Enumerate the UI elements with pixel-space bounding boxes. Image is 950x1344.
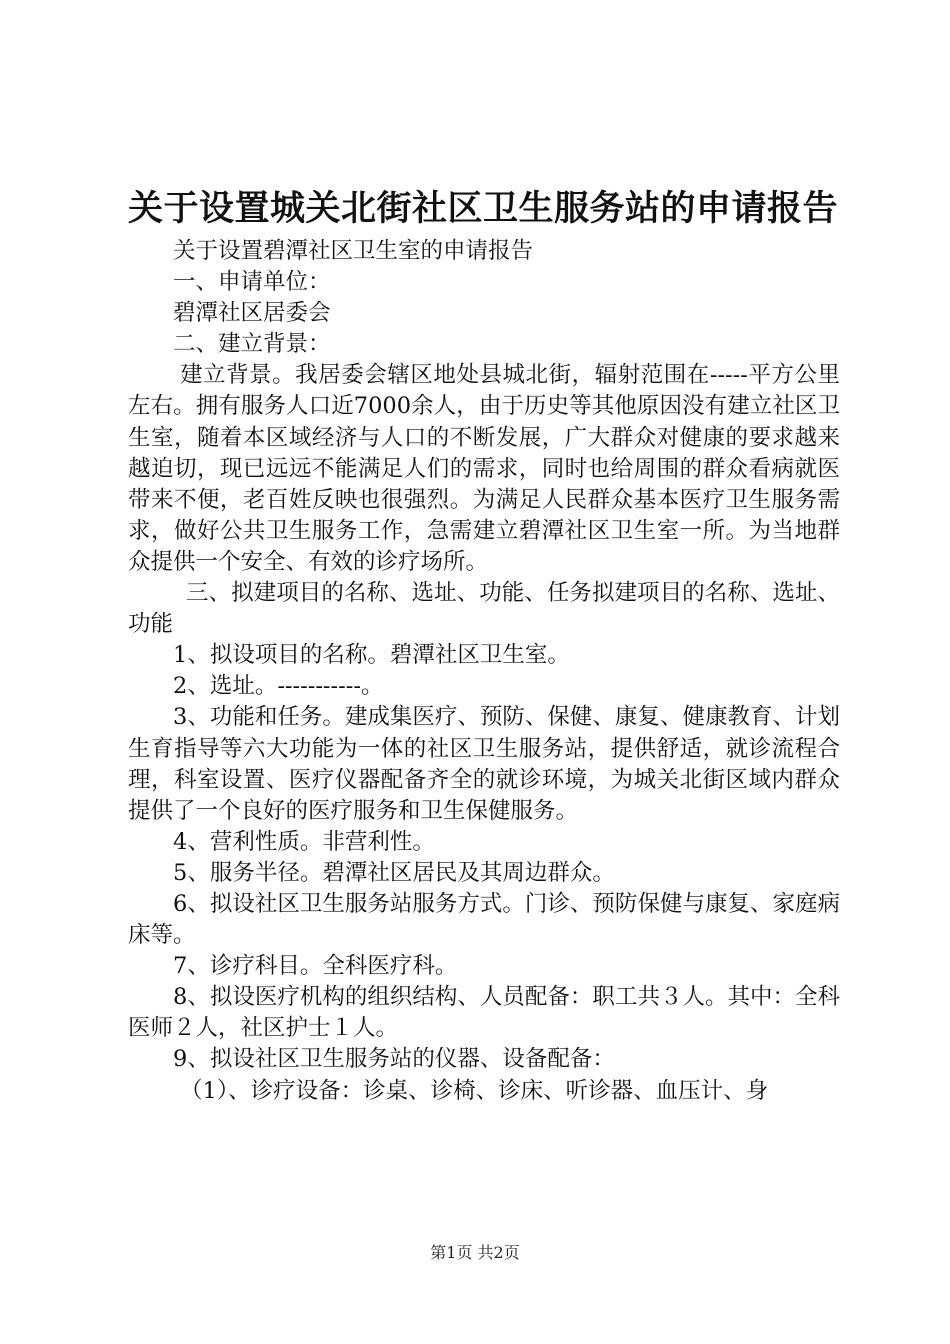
paragraph-item-1: 1、拟设项目的名称。碧潭社区卫生室。 — [173, 642, 570, 669]
page-footer: 第1页 共2页 — [430, 1243, 520, 1262]
paragraph-item-5: 5、服务半径。碧潭社区居民及其周边群众。 — [173, 859, 615, 886]
paragraph-heading-applicant: 一、申请单位： — [173, 269, 331, 296]
paragraph-item-4: 4、营利性质。非营利性。 — [173, 828, 435, 855]
paragraph-applicant-name: 碧潭社区居委会 — [173, 300, 331, 327]
paragraph-item-9: 9、拟设社区卫生服务站的仪器、设备配备： — [173, 1046, 615, 1073]
paragraph-item-9-1: （1）、诊疗设备：诊桌、诊椅、诊床、听诊器、血压计、身 — [180, 1077, 769, 1104]
paragraph-subtitle: 关于设置碧潭社区卫生室的申请报告 — [173, 238, 534, 264]
document-title: 关于设置城关北街社区卫生服务站的申请报告 — [128, 188, 839, 229]
paragraph-heading-project: 三、拟建项目的名称、选址、功能、任务拟建项目的名称、选址、功能 — [128, 580, 840, 638]
paragraph-item-3: 3、功能和任务。建成集医疗、预防、保健、康复、健康教育、计划生育指导等六大功能为一体的社区卫生服务站，提供舒适，就诊流程合理，科室设置、医疗仪器配备齐全的就诊环境，为城关北街区域内群众提供了一个良好的医疗服务和卫生保健服务。 — [128, 704, 840, 824]
paragraph-heading-background: 二、建立背景： — [173, 331, 331, 358]
paragraph-item-8: 8、拟设医疗机构的组织结构、人员配备：职工共３人。其中：全科医师２人，社区护士１人。 — [128, 984, 840, 1042]
paragraph-background: 建立背景。我居委会辖区地处县城北街，辐射范围在-----平方公里左右。拥有服务人口近7000余人，由于历史等其他原因没有建立社区卫生室，随着本区域经济与人口的不断发展，广大群众对健康的要求越来越迫切，现已远远不能满足人们的需求，同时也给周围的群众看病就医带来不便，老百姓反映也很强烈。为满足人民群众基本医疗卫生服务需求，做好公共卫生服务工作，急需建立碧潭社区卫生室一所。为当地群众提供一个安全、有效的诊疗场所。 — [128, 362, 840, 575]
paragraph-item-2: 2、选址。-----------。 — [173, 673, 384, 700]
paragraph-item-6: 6、拟设社区卫生服务站服务方式。门诊、预防保健与康复、家庭病床等。 — [128, 890, 840, 949]
paragraph-item-7: 7、诊疗科目。全科医疗科。 — [173, 953, 458, 980]
document-body — [128, 236, 840, 1107]
